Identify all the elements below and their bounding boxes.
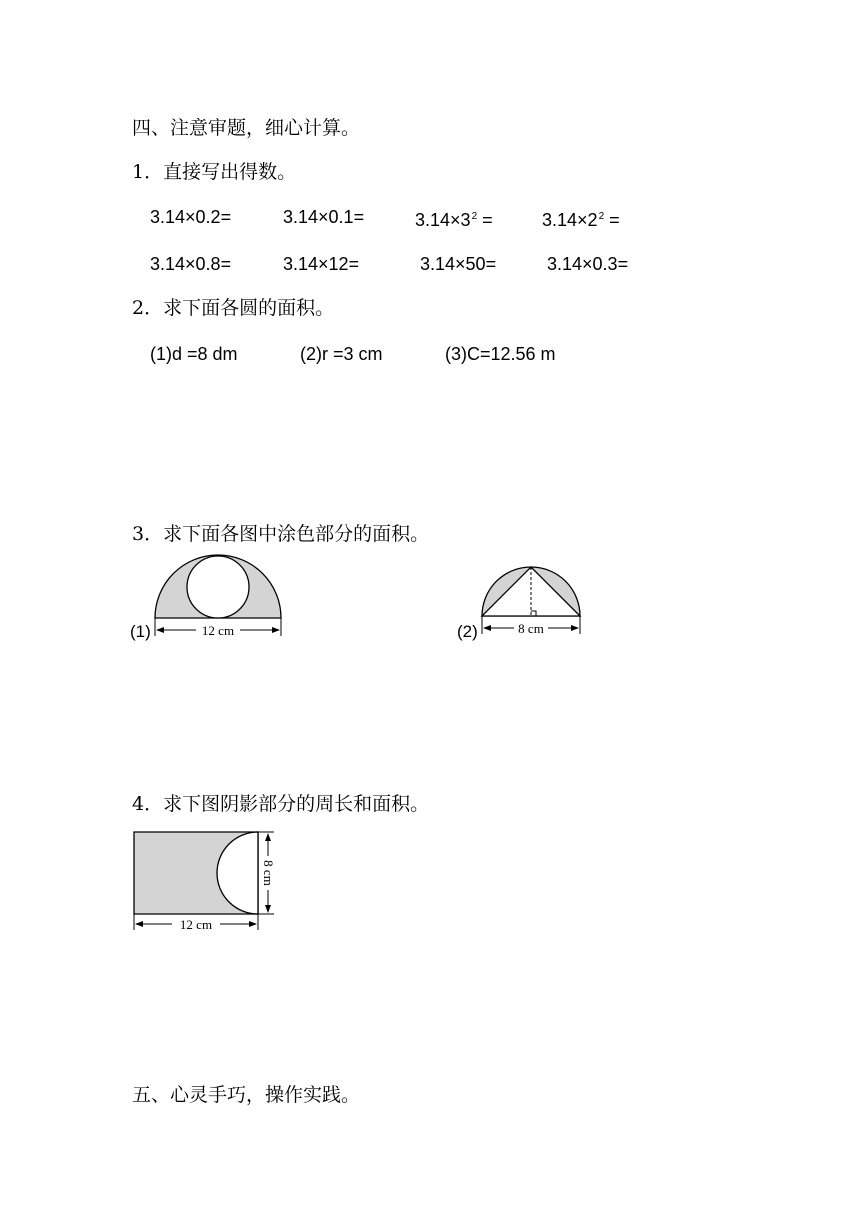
figure-2-label: (2) — [457, 622, 478, 641]
calc-item-power — [542, 205, 620, 232]
calc-exponent: 2 — [471, 211, 478, 222]
arrow-right — [272, 627, 280, 633]
circle-condition: (2)r =3 cm — [300, 344, 383, 364]
question-3-title: 3．求下面各图中涂色部分的面积。 — [132, 523, 430, 545]
calc-base: 3.14×3 — [415, 210, 471, 230]
calc-base: 3.14×2 — [542, 210, 598, 230]
calc-item: 3.14×12= — [283, 254, 360, 274]
semicircle-cutout — [217, 832, 258, 914]
arrow-left — [135, 921, 143, 927]
question-1-title: 1．直接写出得数。 — [132, 161, 297, 183]
calc-item: 3.14×0.3= — [547, 254, 629, 274]
question-2-title: 2．求下面各圆的面积。 — [132, 297, 335, 319]
arrow-down — [265, 905, 271, 913]
shaded-semicircle — [155, 555, 281, 618]
inscribed-circle — [187, 556, 249, 618]
calc-exponent: 2 — [598, 211, 605, 222]
arrow-left — [483, 625, 491, 631]
inscribed-triangle — [482, 567, 580, 616]
circle-condition: (1)d =8 dm — [150, 344, 238, 364]
calc-item-power — [415, 205, 493, 232]
arrow-left — [156, 627, 164, 633]
section-4-title: 四、注意审题，细心计算。 — [132, 117, 361, 139]
figure-1-label: (1) — [130, 622, 151, 641]
dimension-label: 8 cm — [518, 621, 544, 636]
calc-item: 3.14×50= — [420, 254, 497, 274]
calc-item: 3.14×0.2= — [150, 207, 232, 227]
calc-item: 3.14×0.8= — [150, 254, 232, 274]
shaded-semicircle — [482, 567, 580, 616]
dimension-label: 12 cm — [201, 623, 235, 638]
section-5-title: 五、心灵手巧，操作实践。 — [132, 1084, 361, 1106]
question-4-title: 4．求下图阴影部分的周长和面积。 — [132, 793, 430, 815]
calc-item: 3.14×0.1= — [283, 207, 365, 227]
arrow-up — [265, 833, 271, 841]
calc-equals: = — [604, 210, 620, 230]
arrow-right — [571, 625, 579, 631]
shaded-rectangle — [134, 832, 258, 914]
height-dimension-label: 8 cm — [261, 860, 276, 886]
circle-condition: (3)C=12.56 m — [445, 344, 556, 364]
width-dimension-label: 12 cm — [179, 917, 213, 932]
arrow-right — [249, 921, 257, 927]
right-angle-mark — [531, 611, 536, 616]
calc-equals: = — [477, 210, 493, 230]
